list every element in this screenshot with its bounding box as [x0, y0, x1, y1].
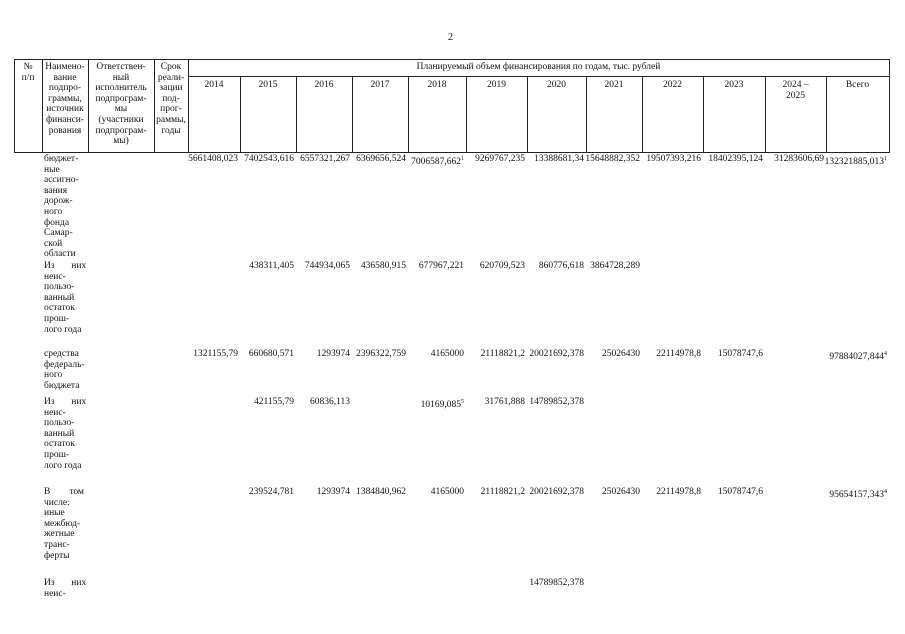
value-text: 95654157,343 [829, 490, 884, 501]
row-label: бюджет- ные ассигно- вания дорож- ного фонда Самар- ской области [44, 154, 79, 260]
row-value [515, 578, 584, 589]
value-text: 20021692,378 [529, 349, 584, 359]
value-text: 1321155,79 [193, 349, 238, 359]
row-label: Из них неис- пользо- ванный остаток прош- лого года [44, 397, 87, 471]
header-year: 2022 [663, 80, 682, 90]
row-label: средства федераль- ного бюджета [44, 349, 85, 391]
header-top-border [14, 59, 889, 60]
footnote-mark: 4 [884, 351, 887, 357]
row-label: Из них неис- [44, 578, 87, 599]
value-text: 21118821,2 [480, 487, 525, 497]
value-text: 239524,781 [248, 487, 294, 497]
footnote-mark: 4 [884, 489, 887, 495]
header-year: 2019 [487, 80, 506, 90]
value-text: 620709,523 [479, 261, 525, 271]
row-value [691, 349, 763, 360]
column-border [188, 59, 189, 153]
column-border [889, 59, 890, 153]
value-text: 4165000 [430, 349, 464, 359]
row-value [574, 261, 640, 272]
value-text: 3864728,289 [590, 261, 640, 271]
row-value [691, 487, 763, 498]
footnote-mark: 1 [461, 156, 464, 162]
value-text: 21118821,2 [480, 349, 525, 359]
value-text: 677967,221 [418, 261, 464, 271]
header-name: Наимено- вание подпро- граммы, источник финанси- рования [45, 62, 85, 136]
row-value [284, 397, 350, 408]
footnote-mark: 1 [884, 156, 887, 162]
value-text: 15078747,6 [717, 349, 763, 359]
value-text: 31761,888 [484, 397, 525, 407]
header-year: 2016 [314, 80, 334, 90]
row-value [814, 154, 887, 168]
value-text: 25026430 [602, 349, 640, 359]
header-num: № п/п [21, 62, 35, 83]
value-text: 6369656,524 [356, 154, 406, 164]
years-divider [188, 76, 889, 77]
value-text: 744934,065 [304, 261, 350, 271]
value-text: 660680,571 [248, 349, 294, 359]
value-text: 25026430 [602, 487, 640, 497]
value-text: 14789852,378 [529, 397, 584, 407]
value-text: 6557321,267 [300, 154, 350, 164]
row-label: Из них неис- пользо- ванный остаток прош- лого года [44, 261, 87, 335]
header-year: Всего [845, 80, 870, 90]
header-year: 2023 [724, 80, 744, 90]
value-text: 60836,113 [309, 397, 350, 407]
value-text: 18402395,124 [708, 154, 763, 164]
header-year: 2015 [258, 80, 278, 90]
value-text: 9269767,235 [475, 154, 525, 164]
value-text: 31283606,69 [774, 154, 824, 164]
value-text: 4165000 [430, 487, 464, 497]
header-year: 2018 [427, 80, 447, 90]
header-bottom-border [14, 152, 889, 153]
value-text: 14789852,378 [529, 578, 584, 588]
value-text: 1293974 [316, 487, 350, 497]
value-text: 1293974 [316, 349, 350, 359]
header-year: 2021 [604, 80, 624, 90]
row-value [814, 487, 887, 501]
value-text: 13388681,34 [534, 154, 584, 164]
page-number: 2 [448, 32, 453, 43]
value-text: 22114978,8 [656, 487, 701, 497]
value-text: 1384840,962 [356, 487, 406, 497]
header-executor: Ответствен- ный исполнитель подпрограм- мы (участники подпрограм- мы) [95, 62, 147, 147]
value-text: 7006587,662 [411, 157, 461, 168]
value-text: 7402543,616 [244, 154, 294, 164]
header-year: 2020 [547, 80, 566, 90]
header-year: 2014 [204, 80, 224, 90]
header-year: 2017 [370, 80, 390, 90]
value-text: 97884027,844 [829, 352, 884, 363]
value-text: 15648882,352 [585, 154, 640, 164]
value-text: 10169,085 [420, 400, 461, 411]
value-text: 5661408,023 [188, 154, 238, 164]
header-term: Срок реали- зации под- прог- раммы, годы [156, 62, 186, 136]
row-label: В том числе: иные межбюд- жетные транс- ферты [44, 487, 84, 561]
value-text: 22114978,8 [656, 349, 701, 359]
value-text: 20021692,378 [529, 487, 584, 497]
row-value [515, 397, 584, 408]
value-text: 438311,405 [249, 261, 294, 271]
value-text: 436580,915 [360, 261, 406, 271]
header-planned: Планируемый объем финансирования по годам, тыс. рублей [416, 62, 661, 72]
value-text: 860776,618 [538, 261, 584, 271]
value-text: 421155,79 [253, 397, 294, 407]
value-text: 19507393,216 [646, 154, 701, 164]
row-value [814, 349, 887, 363]
footnote-mark: 5 [461, 399, 464, 405]
value-text: 132321885,013 [824, 157, 884, 168]
value-text: 2396322,759 [356, 349, 406, 359]
value-text: 15078747,6 [717, 487, 763, 497]
header-year: 2024 – 2025 [782, 80, 809, 101]
